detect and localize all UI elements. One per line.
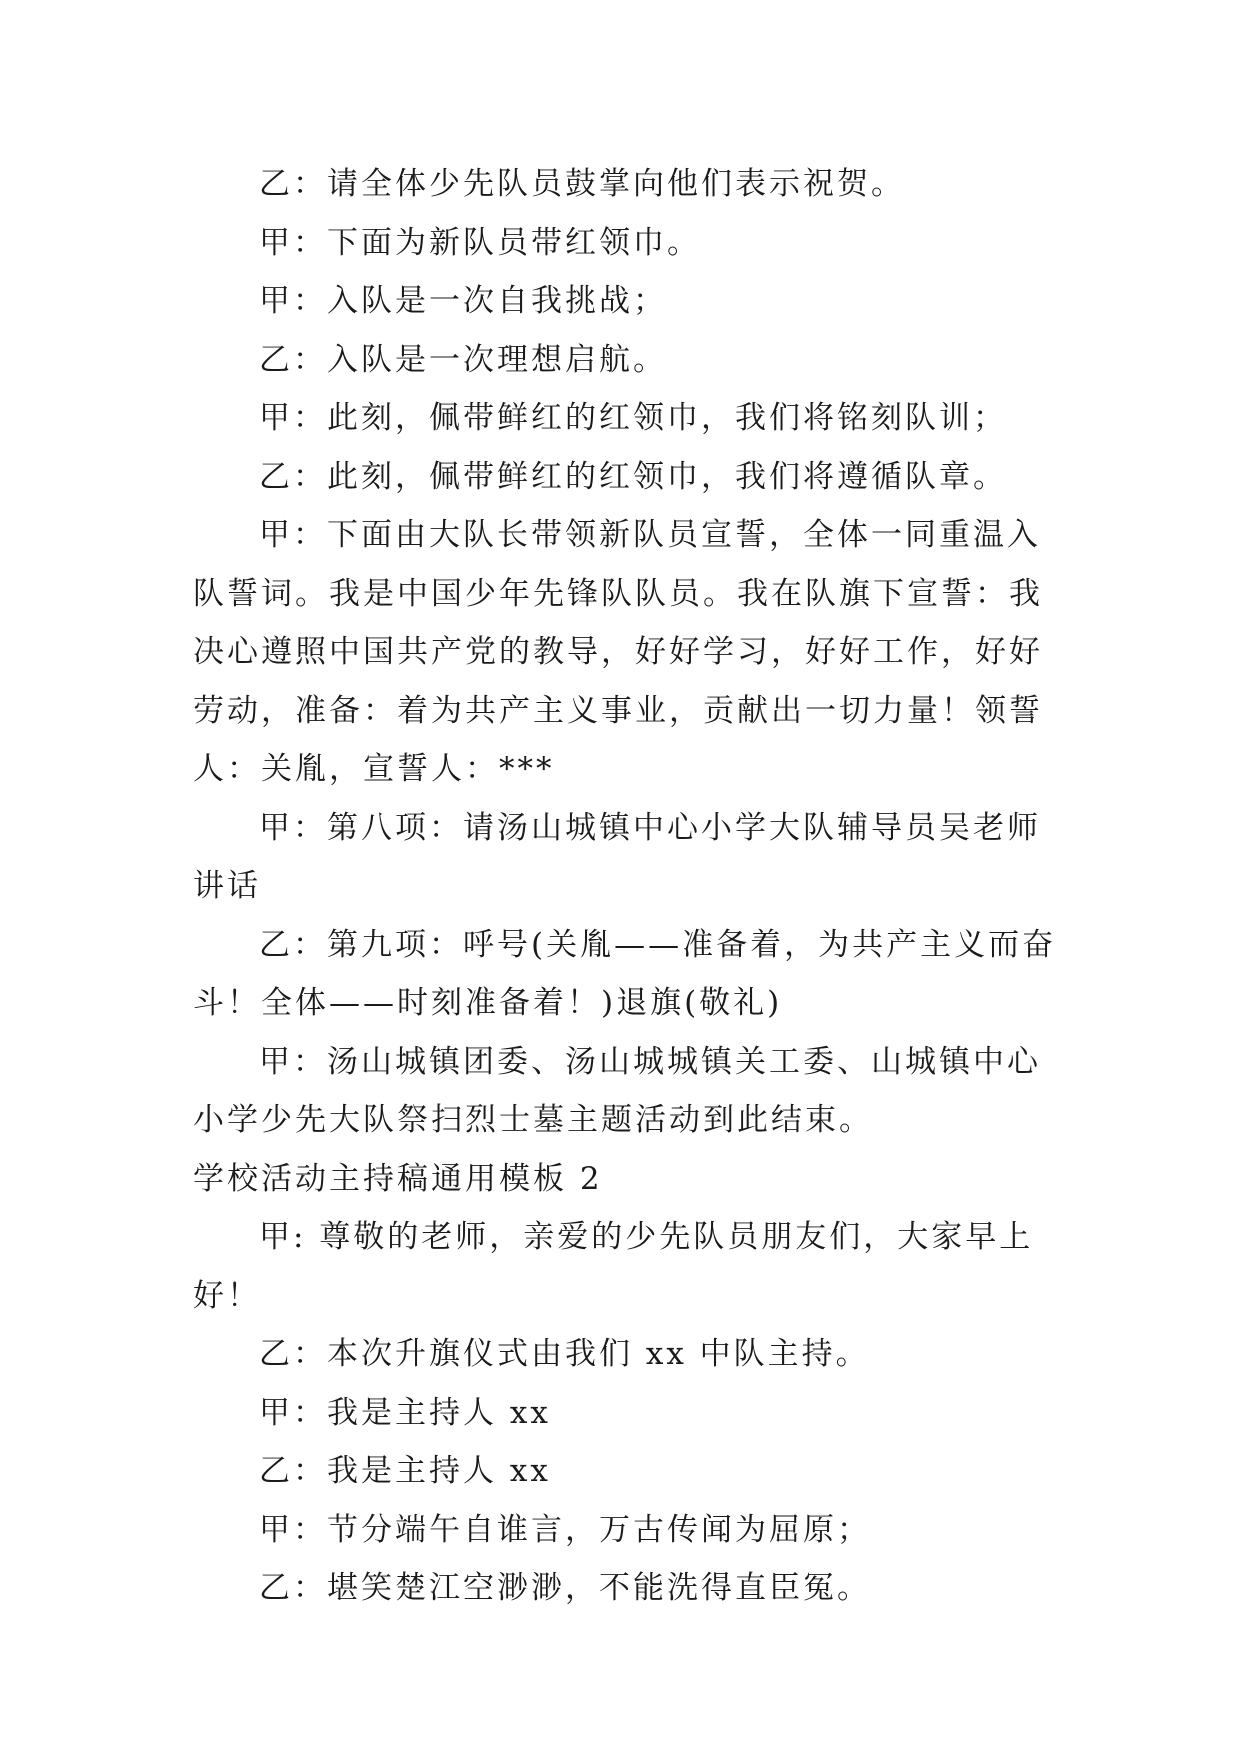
paragraph-8: 甲：第八项：请汤山城镇中心小学大队辅导员吴老师讲话 xyxy=(193,809,1041,904)
paragraph-5: 甲：此刻，佩带鲜红的红领巾，我们将铭刻队训； xyxy=(259,400,1007,436)
paragraph-9: 乙：第九项：呼号(关胤——准备着，为共产主义而奋斗！全体——时刻准备着！)退旗(敬礼) xyxy=(193,926,1057,1021)
paragraph-11: 甲: 尊敬的老师，亲爱的少先队员朋友们，大家早上好！ xyxy=(193,1219,1034,1314)
paragraph-2: 甲：下面为新队员带红领巾。 xyxy=(259,224,701,261)
paragraph-7: 甲：下面由大队长带领新队员宣誓，全体一同重温入队誓词。我是中国少年先锋队队员。我在队旗下宣誓：我决心遵照中国共产党的教导，好好学习，好好工作，好好劳动，准备：着为共产主义事业，贡献出一切力量！领誓人：关胤，宣誓人：*** xyxy=(193,517,1043,787)
section-title: 学校活动主持稿通用模板 2 xyxy=(193,1160,603,1197)
paragraph-10: 甲：汤山城镇团委、汤山城城镇关工委、山城镇中心小学少先大队祭扫烈士墓主题活动到此结束。 xyxy=(193,1043,1041,1138)
paragraph-15: 甲：节分端午自谁言，万古传闻为屈原； xyxy=(259,1511,871,1548)
paragraph-14: 乙：我是主持人 xx xyxy=(259,1453,551,1489)
paragraph-13: 甲：我是主持人 xx xyxy=(259,1394,551,1431)
paragraph-16: 乙：堪笑楚江空渺渺，不能洗得直臣冤。 xyxy=(259,1570,871,1606)
document-body xyxy=(193,155,1073,1618)
paragraph-6: 乙：此刻，佩带鲜红的红领巾，我们将遵循队章。 xyxy=(259,458,1007,495)
paragraph-3: 甲：入队是一次自我挑战； xyxy=(259,283,667,319)
paragraph-12: 乙：本次升旗仪式由我们 xx 中队主持。 xyxy=(259,1336,870,1372)
paragraph-1: 乙：请全体少先队员鼓掌向他们表示祝贺。 xyxy=(259,166,905,202)
paragraph-4: 乙：入队是一次理想启航。 xyxy=(259,341,667,378)
